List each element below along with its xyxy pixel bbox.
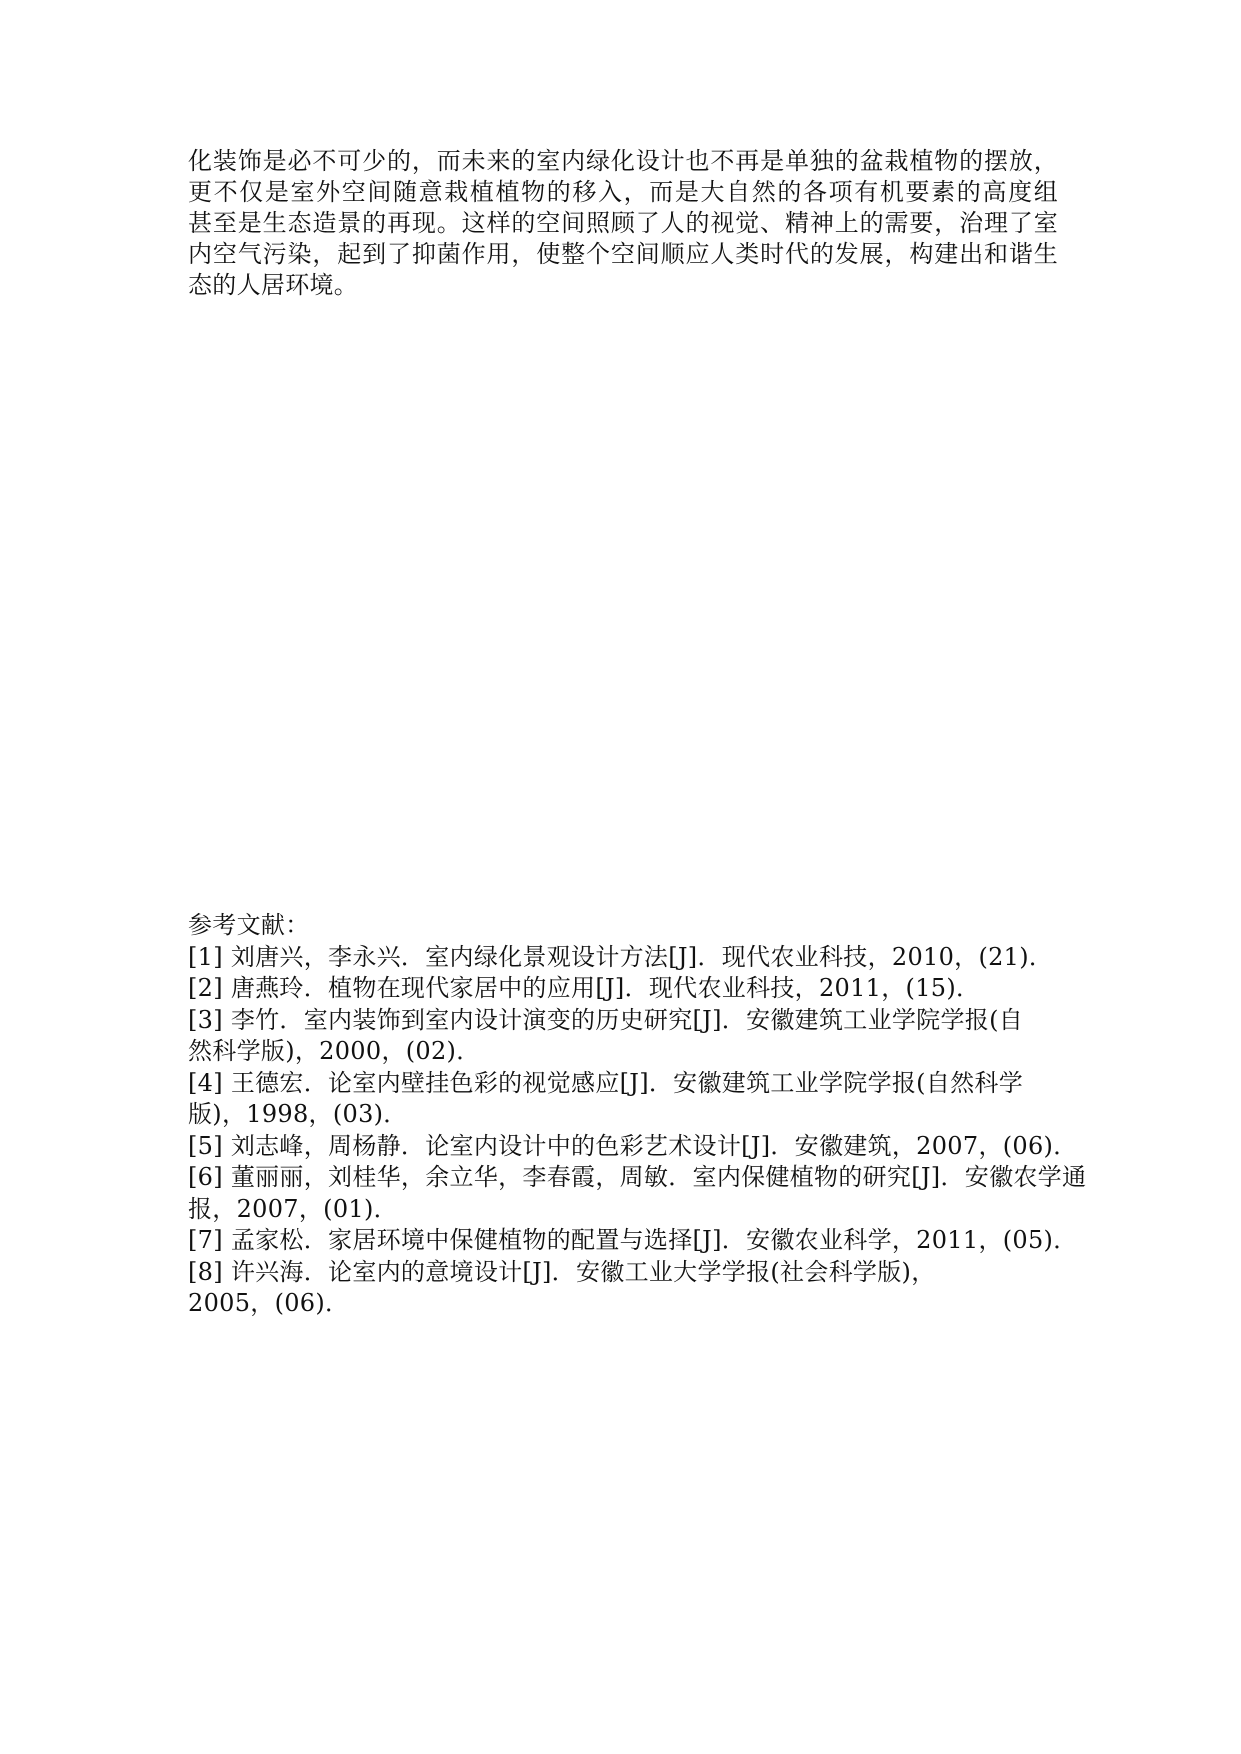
body-line: 内空气污染，起到了抑菌作用，使整个空间顺应人类时代的发展，构建出和谐生 [188,240,1058,268]
reference-entry: [7] 孟家松．家居环境中保健植物的配置与选择[J]．安徽农业科学，2011，(05)． [188,1226,1078,1254]
reference-entry: [4] 王德宏．论室内壁挂色彩的视觉感应[J]．安徽建筑工业学院学报(自然科学 [188,1068,1024,1097]
reference-entry: [6] 董丽丽，刘桂华，余立华，李春霞，周敏．室内保健植物的研究[J]．安徽农学通 [188,1163,1087,1191]
body-line: 态的人居环境。 [188,271,359,299]
body-line: 化装饰是必不可少的，而未来的室内绿化设计也不再是单独的盆栽植物的摆放， [188,147,1058,175]
reference-entry: [5] 刘志峰，周杨静．论室内设计中的色彩艺术设计[J]．安徽建筑，2007，(06)． [188,1131,1078,1160]
references-section [188,910,1087,1320]
reference-entry: [8] 许兴海．论室内的意境设计[J]．安徽工业大学学报(社会科学版)， [188,1257,936,1286]
reference-entry-continuation: 2005，(06)． [188,1289,350,1317]
references-heading: 参考文献： [188,911,310,939]
body-paragraph [188,146,1058,301]
reference-entry-continuation: 版)，1998，(03)． [188,1100,408,1128]
body-line: 甚至是生态造景的再现。这样的空间照顾了人的视觉、精神上的需要，治理了室 [188,209,1058,237]
reference-entry-continuation: 然科学版)，2000，(02)． [188,1037,481,1065]
reference-entry: [2] 唐燕玲．植物在现代家居中的应用[J]．现代农业科技，2011，(15)． [188,974,981,1002]
reference-entry-continuation: 报，2007，(01)． [188,1194,398,1223]
reference-entry: [1] 刘唐兴，李永兴．室内绿化景观设计方法[J]．现代农业科技，2010，(21)． [188,942,1054,971]
body-line: 更不仅是室外空间随意栽植植物的移入，而是大自然的各项有机要素的高度组 [188,178,1058,206]
reference-entry: [3] 李竹．室内装饰到室内设计演变的历史研究[J]．安徽建筑工业学院学报(自 [188,1005,1024,1034]
